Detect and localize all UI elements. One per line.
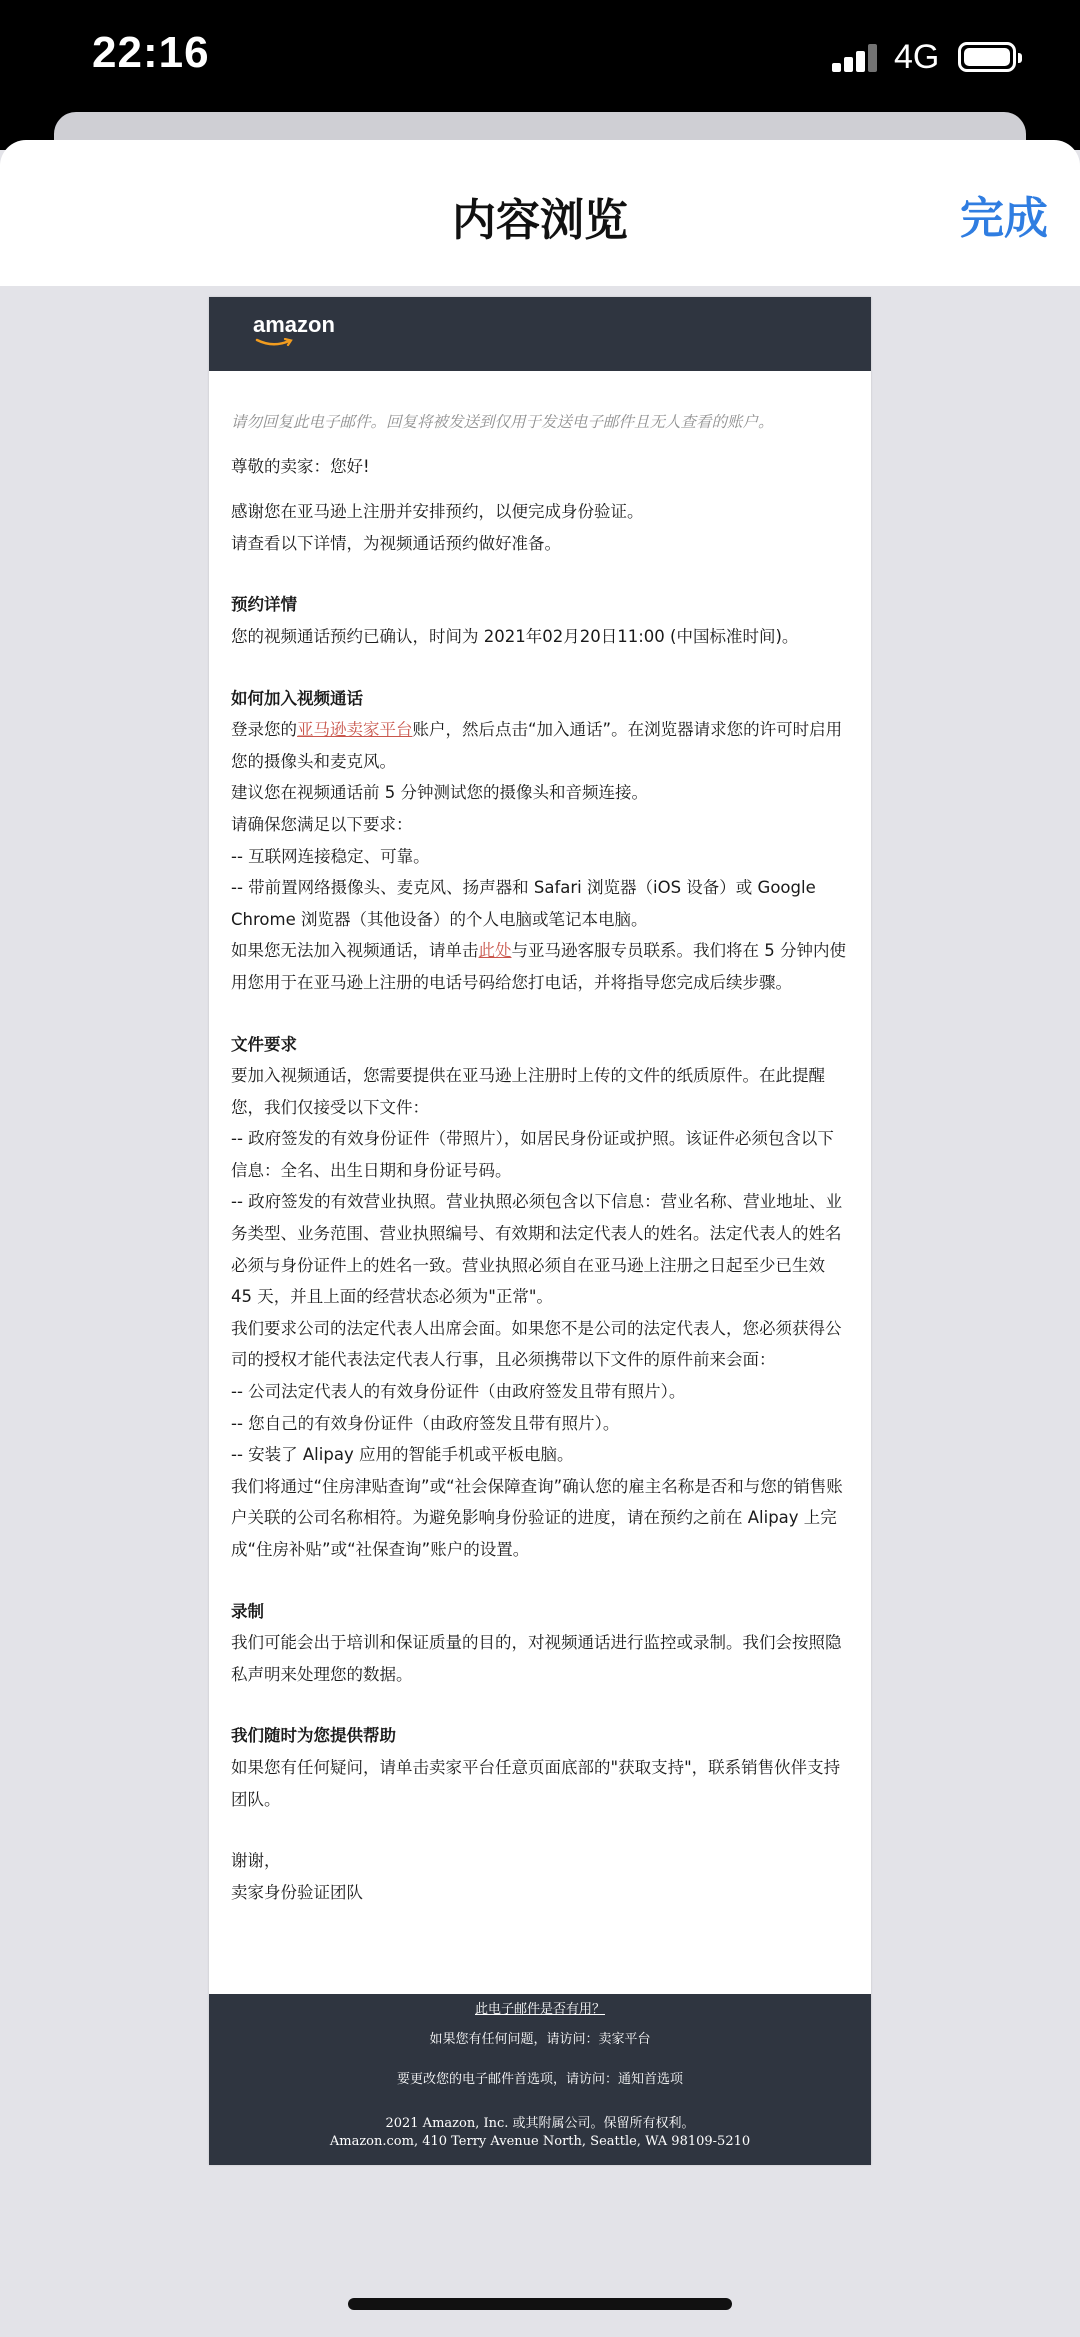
done-button[interactable]: 完成 <box>960 193 1048 244</box>
help-heading: 我们随时为您提供帮助 <box>231 1726 396 1746</box>
recording-text: 我们可能会出于培训和保证质量的目的，对视频通话进行监控或录制。我们会按照隐私声明来处理您的数据。 <box>231 1633 842 1684</box>
join-login-text <box>231 714 849 777</box>
docs-heading: 文件要求 <box>231 1034 297 1054</box>
network-type: 4G <box>894 38 940 76</box>
battery-icon <box>958 42 1016 72</box>
no-reply-notice: 请勿回复此电子邮件。回复将被发送到仅用于发送电子邮件且无人查看的账户。 <box>231 413 774 431</box>
email-preview[interactable] <box>209 297 871 2165</box>
signoff-team: 卖家身份验证团队 <box>231 1882 363 1902</box>
booking-heading: 预约详情 <box>231 595 297 615</box>
contact-support-link[interactable]: 此处 <box>478 941 512 961</box>
requirement-item: -- 互联网连接稳定、可靠。 <box>231 846 430 866</box>
docs-intro: 要加入视频通话，您需要提供在亚马逊上注册时上传的文件的纸质原件。在此提醒您，我们仅接受以下文件： <box>231 1066 825 1117</box>
doc-item: -- 政府签发的有效身份证件（带照片），如居民身份证或护照。该证件必须包含以下信息：全名、出生日期和身份证号码。 <box>231 1129 834 1180</box>
email-header <box>209 297 871 371</box>
feedback-link[interactable]: 此电子邮件是否有用？ <box>474 2002 605 2017</box>
requirement-item: -- 带前置网络摄像头、麦克风、扬声器和 Safari 浏览器（iOS 设备）或 Google Chrome 浏览器（其他设备）的个人电脑或笔记本电脑。 <box>231 878 816 929</box>
join-test-text: 建议您在视频通话前 5 分钟测试您的摄像头和音频连接。 <box>231 783 648 803</box>
footer-help-line[interactable]: 如果您有任何问题，请访问：卖家平台 <box>429 2032 651 2047</box>
rep-item: -- 安装了 Alipay 应用的智能手机或平板电脑。 <box>231 1445 574 1465</box>
footer-address: Amazon.com, 410 Terry Avenue North, Seattle, WA 98109-5210 <box>329 2134 751 2149</box>
signoff-thanks: 谢谢， <box>231 1851 281 1871</box>
doc-item: -- 政府签发的有效营业执照。营业执照必须包含以下信息：营业名称、营业地址、业务类型、业务范围、营业执照编号、有效期和法定代表人的姓名。法定代表人的姓名必须与身份证件上的姓名一致。营业执照必须自在亚马逊上注册之日起至少已生效 45 天，并且上面的经营状态必须为"正常"。 <box>231 1192 843 1307</box>
amazon-logo: amazon <box>253 312 335 337</box>
rep-item: -- 您自己的有效身份证件（由政府签发且带有照片）。 <box>231 1413 620 1433</box>
help-text: 如果您有任何疑问，请单击卖家平台任意页面底部的"获取支持"，联系销售伙伴支持团队。 <box>231 1757 841 1809</box>
verify-text: 我们将通过“住房津贴查询”或“社会保障查询”确认您的雇主名称是否和与您的销售账户关联的公司名称相符。为避免影响身份验证的进度，请在预约之前在 Alipay 上完成“住房补贴”或“社保查询”账户的设置。 <box>231 1476 843 1559</box>
join-login-pre: 登录您的 <box>231 720 297 740</box>
greeting: 尊敬的卖家：您好! <box>231 456 370 476</box>
recording-heading: 录制 <box>231 1601 264 1621</box>
intro-line-1: 感谢您在亚马逊上注册并安排预约，以便完成身份验证。 <box>231 502 644 522</box>
rep-item: -- 公司法定代表人的有效身份证件（由政府签发且带有照片）。 <box>231 1382 686 1402</box>
join-fallback-post: 与亚马逊客服专员联系。我们将在 5 分钟内使用您用于在亚马逊上注册的电话号码给您打电话，并将指导您完成后续步骤。 <box>231 941 846 992</box>
home-indicator[interactable] <box>348 2298 732 2310</box>
join-fallback-text <box>231 935 849 998</box>
intro-line-2: 请查看以下详情，为视频通话预约做好准备。 <box>231 533 561 553</box>
join-login-post: 账户，然后点击“加入通话”。在浏览器请求您的许可时启用您的摄像头和麦克风。 <box>231 720 843 771</box>
legal-rep-text: 我们要求公司的法定代表人出席会面。如果您不是公司的法定代表人，您必须获得公司的授权才能代表法定代表人行事，且必须携带以下文件的原件前来会面： <box>231 1318 842 1370</box>
email-footer <box>209 1994 871 2165</box>
sheet-title: 内容浏览 <box>452 195 628 246</box>
cellular-signal-icon <box>832 44 878 72</box>
footer-copyright: 2021 Amazon, Inc. 或其附属公司。保留所有权利。 <box>385 2116 695 2131</box>
email-body <box>209 371 871 1908</box>
footer-preferences-line[interactable]: 要更改您的电子邮件首选项，请访问：通知首选项 <box>396 2072 683 2087</box>
booking-text: 您的视频通话预约已确认，时间为 2021年02月20日11:00 (中国标准时间)。 <box>231 626 799 646</box>
requirements-intro: 请确保您满足以下要求： <box>231 814 413 834</box>
status-time: 22:16 <box>92 28 210 77</box>
seller-central-link[interactable]: 亚马逊卖家平台 <box>297 720 413 740</box>
amazon-smile-icon <box>255 338 295 348</box>
join-heading: 如何加入视频通话 <box>231 688 363 708</box>
sheet-header <box>0 140 1080 286</box>
join-fallback-pre: 如果您无法加入视频通话，请单击 <box>231 941 479 961</box>
